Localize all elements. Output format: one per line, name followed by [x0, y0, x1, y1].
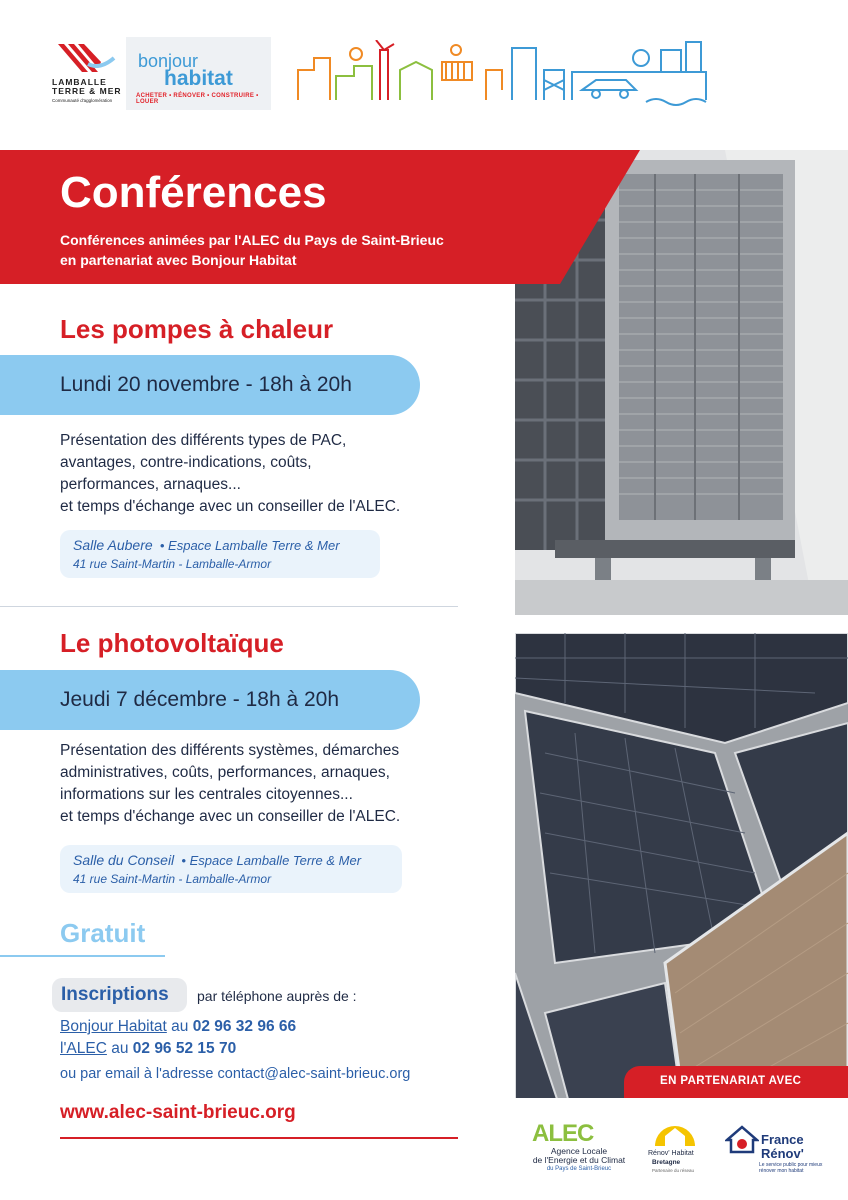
- email-line[interactable]: ou par email à l'adresse contact@alec-saint-brieuc.org: [60, 1066, 411, 1082]
- sun-house-icon: [650, 1118, 700, 1148]
- city-energy-illustration-icon: [296, 40, 711, 110]
- alec-name: Agence Locale de l'Energie et du Climat: [532, 1146, 626, 1165]
- partner-band: EN PARTENARIAT AVEC: [624, 1066, 848, 1098]
- location-address: 41 rue Saint-Martin - Lamballe-Armor: [73, 557, 272, 571]
- description-heat-pumps: Présentation des différents types de PAC, avantages, contre-indications, coûts, performances, arnaques... et temps d'échange avec un conseiller de l'ALEC.: [60, 432, 401, 515]
- section-divider: [0, 606, 458, 607]
- section-title-heat-pumps: Les pompes à chaleur: [60, 314, 334, 344]
- inscriptions-note: par téléphone auprès de :: [197, 988, 357, 1004]
- location-address: 41 rue Saint-Martin - Lamballe-Armor: [73, 872, 272, 886]
- free-underline: [0, 955, 165, 957]
- alec-wordmark: ALEC: [532, 1120, 594, 1147]
- location-box-photovoltaic: [60, 845, 402, 893]
- website-link[interactable]: www.alec-saint-brieuc.org: [60, 1102, 296, 1123]
- ltm-subtitle: Communauté d'agglomération: [52, 98, 113, 103]
- description-photovoltaic: Présentation des différents systèmes, démarches administratives, coûts, performances, arnaques, informations sur les centrales citoyennes... et temps d'échange avec un conseiller de l'ALEC.: [60, 742, 401, 825]
- date-pill-heat-pumps: [0, 355, 420, 415]
- alec-logo: [520, 1120, 638, 1180]
- contact-alec: l'ALEC au 02 96 52 15 70: [60, 1040, 237, 1057]
- location-box-heat-pumps: [60, 530, 380, 578]
- inscriptions-badge: Inscriptions: [52, 978, 187, 1012]
- date-text: Jeudi 7 décembre - 18h à 20h: [60, 688, 340, 711]
- free-label: Gratuit: [60, 918, 146, 948]
- section-title-photovoltaic: Le photovoltaïque: [60, 628, 284, 658]
- page-title: Conférences: [60, 168, 327, 217]
- location-line1: Salle Aubere • Espace Lamballe Terre & Mer: [73, 537, 340, 553]
- ltm-emblem-icon: [52, 40, 122, 76]
- alec-region: du Pays de Saint-Brieuc: [546, 1166, 612, 1172]
- renov-habitat-logo: Rénov' Habitat Bretagne Partenaire du réseau: [636, 1118, 716, 1182]
- contact-bonjour-habitat: Bonjour Habitat au 02 96 32 96 66: [60, 1018, 297, 1035]
- location-line1: Salle du Conseil • Espace Lamballe Terre & Mer: [73, 852, 362, 868]
- page-subtitle: Conférences animées par l'ALEC du Pays de Saint-Brieuc en partenariat avec Bonjour Habitat: [60, 232, 444, 268]
- france-renov-logo: France Rénov' Le service public pour mieux rénover mon habitat: [725, 1122, 830, 1182]
- bh-word2: habitat: [164, 67, 233, 90]
- ltm-name: LAMBALLE TERRE & MER: [52, 77, 122, 96]
- lamballe-terre-mer-logo: [52, 40, 122, 112]
- date-text: Lundi 20 novembre - 18h à 20h: [60, 373, 352, 396]
- contact-name-link[interactable]: Bonjour Habitat: [60, 1018, 167, 1035]
- contact-phone[interactable]: 02 96 32 96 66: [192, 1018, 297, 1035]
- contact-phone[interactable]: 02 96 52 15 70: [132, 1040, 237, 1057]
- date-pill-photovoltaic: [0, 670, 420, 730]
- bonjour-habitat-logo: [126, 37, 271, 110]
- house-icon: [725, 1124, 759, 1154]
- bh-tagline: ACHETER • RÉNOVER • CONSTRUIRE • LOUER: [136, 93, 259, 105]
- bh-word1: bonjour: [138, 51, 199, 71]
- website-underline: [60, 1137, 458, 1139]
- contact-name-link[interactable]: l'ALEC: [60, 1040, 107, 1057]
